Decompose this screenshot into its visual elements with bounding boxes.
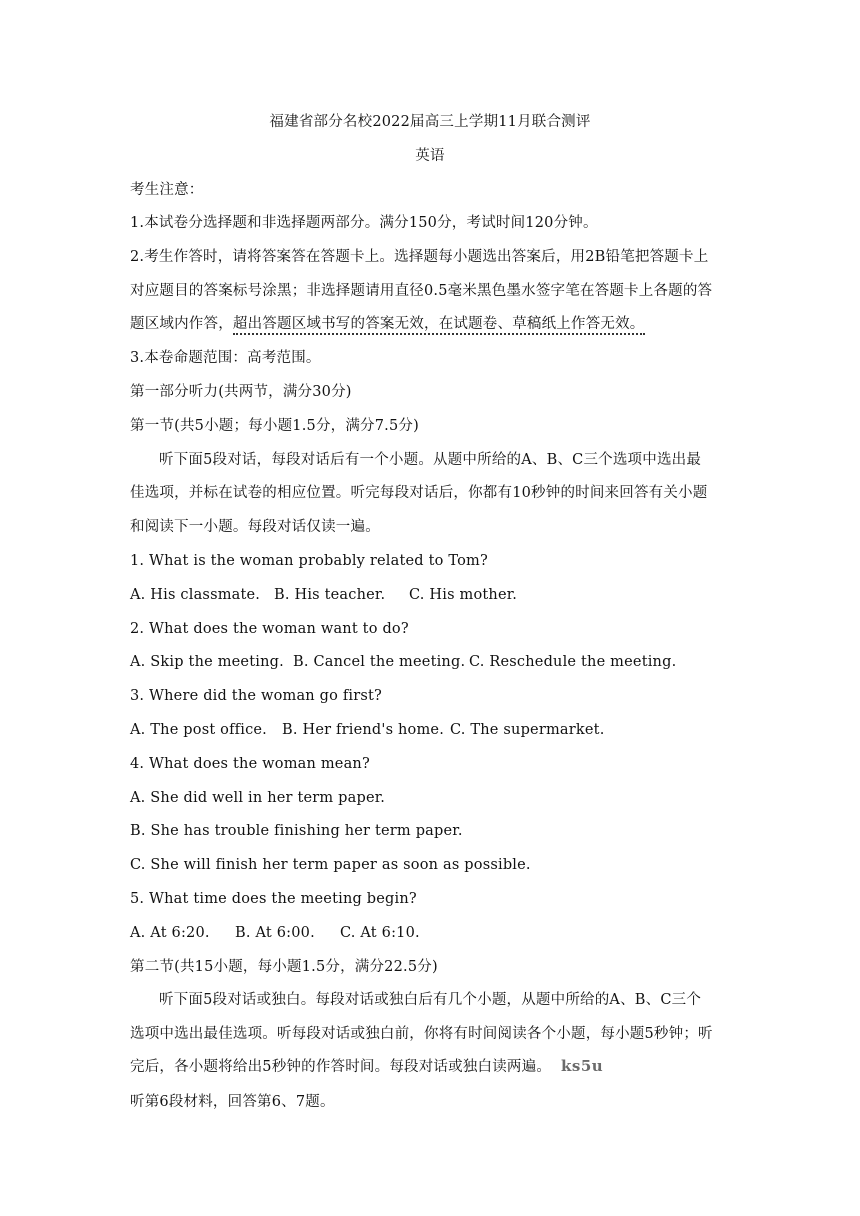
ks5u-watermark: ks5u (561, 1057, 604, 1075)
notice-item-2-line-2: 对应题目的答案标号涂黑；非选择题请用直径0.5毫米黑色墨水签字笔在答题卡上各题的答 (130, 283, 713, 299)
option-a: A. The post office. (130, 722, 267, 738)
section-2-instruction-line-2: 选项中选出最佳选项。听每段对话或独白前，你将有时间阅读各个小题，每小题5秒钟；听 (130, 1026, 713, 1042)
notice-heading: 考生注意： (130, 182, 204, 198)
option-c: C. Reschedule the meeting. (469, 654, 677, 670)
section-1-heading: 第一节(共5小题；每小题1.5分，满分7.5分) (130, 418, 419, 434)
option-b: B. Cancel the meeting. (293, 654, 466, 670)
section-2-instruction-line-3 (130, 1056, 603, 1077)
material-6-intro: 听第6段材料，回答第6、7题。 (130, 1094, 335, 1110)
question-1: 1. What is the woman probably related to Tom? (130, 553, 488, 569)
subject-title: 英语 (415, 148, 445, 164)
part-1-heading: 第一部分听力(共两节，满分30分) (130, 384, 352, 400)
question-4-option-a: A. She did well in her term paper. (130, 790, 386, 806)
option-b: B. Her friend's home. (282, 722, 445, 738)
option-b: B. At 6:00. (235, 925, 315, 941)
question-5: 5. What time does the meeting begin? (130, 891, 417, 907)
section-2-heading: 第二节(共15小题，每小题1.5分，满分22.5分) (130, 959, 438, 975)
section-1-instruction-line-1: 听下面5段对话，每段对话后有一个小题。从题中所给的A、B、C三个选项中选出最 (159, 452, 702, 468)
notice-item-1: 1.本试卷分选择题和非选择题两部分。满分150分，考试时间120分钟。 (130, 215, 598, 231)
notice-item-3: 3.本卷命题范围：高考范围。 (130, 350, 321, 366)
option-c: C. The supermarket. (450, 722, 605, 738)
option-a: A. At 6:20. (130, 925, 210, 941)
notice-item-2-line-1: 2.考生作答时，请将答案答在答题卡上。选择题每小题选出答案后，用2B铅笔把答题卡上 (130, 249, 709, 265)
question-3: 3. Where did the woman go first? (130, 688, 383, 704)
emphasized-warning: 超出答题区域书写的答案无效，在试题卷、草稿纸上作答无效。 (233, 316, 645, 335)
section-1-instruction-line-2: 佳选项，并标在试卷的相应位置。听完每段对话后，你都有10秒钟的时间来回答有关小题 (130, 485, 708, 501)
option-a: A. Skip the meeting. (130, 654, 284, 670)
section-1-instruction-line-3: 和阅读下一小题。每段对话仅读一遍。 (130, 519, 380, 535)
notice-item-2-line-3 (130, 314, 645, 334)
question-4-option-b: B. She has trouble finishing her term paper. (130, 823, 463, 839)
section-2-instruction-line-3-text: 完后，各小题将给出5秒钟的作答时间。每段对话或独白读两遍。 (130, 1059, 552, 1075)
question-2: 2. What does the woman want to do? (130, 621, 409, 637)
exam-title: 福建省部分名校2022届高三上学期11月联合测评 (269, 114, 591, 130)
notice-item-2-line-3-text: 题区域内作答， (130, 316, 233, 332)
option-c: C. His mother. (409, 587, 518, 603)
question-4: 4. What does the woman mean? (130, 756, 370, 772)
section-2-instruction-line-1: 听下面5段对话或独白。每段对话或独白后有几个小题，从题中所给的A、B、C三个 (159, 992, 702, 1008)
question-4-option-c: C. She will finish her term paper as soon as possible. (130, 857, 531, 873)
option-c: C. At 6:10. (340, 925, 420, 941)
option-a: A. His classmate. (130, 587, 261, 603)
option-b: B. His teacher. (274, 587, 386, 603)
